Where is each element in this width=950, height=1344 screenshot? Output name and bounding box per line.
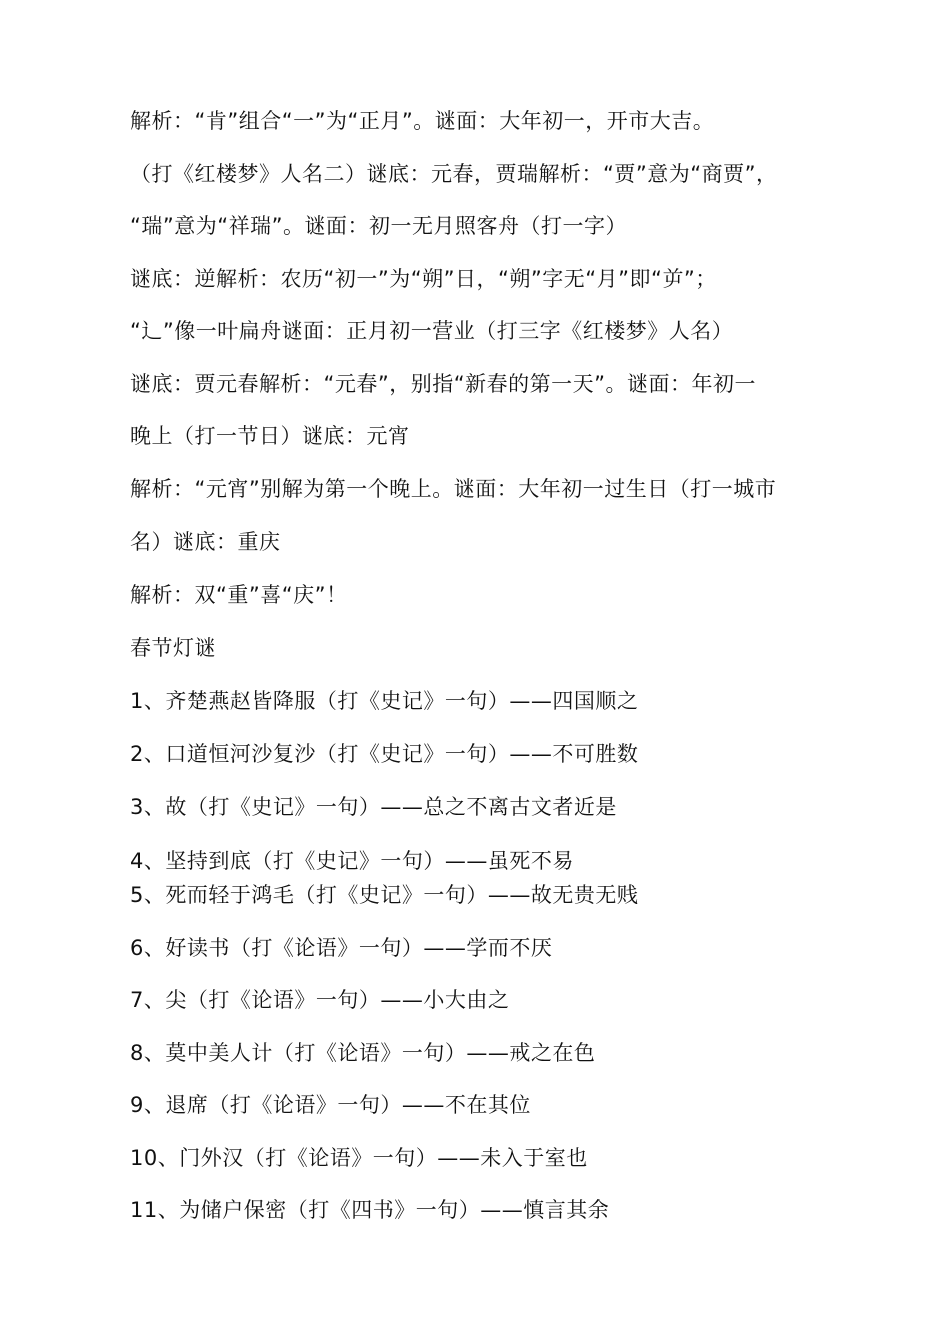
text-line: 谜底：贾元春解析：“元春”，别指“新春的第一天”。谜面：年初一: [130, 372, 757, 396]
riddle-item: 9、退席（打《论语》一句）——不在其位: [130, 1093, 531, 1117]
text-line: 解析：双“重”喜“庆”！: [130, 583, 348, 607]
riddle-item: 1、齐楚燕赵皆降服（打《史记》一句）——四国顺之: [130, 689, 639, 713]
text-line: 解析：“肯”组合“一”为“正月”。谜面：大年初一，开市大吉。: [130, 109, 715, 133]
riddle-item: 5、死而轻于鸿毛（打《史记》一句）——故无贵无贱: [130, 883, 639, 907]
riddle-item: 8、莫中美人计（打《论语》一句）——戒之在色: [130, 1041, 596, 1065]
riddle-item: 4、坚持到底（打《史记》一句）——虽死不易: [130, 849, 574, 873]
riddle-item: 11、为储户保密（打《四书》一句）——慎言其余: [130, 1198, 610, 1222]
text-line: “辶”像一叶扁舟谜面：正月初一营业（打三字《红楼梦》人名）: [130, 319, 734, 343]
text-line: （打《红楼梦》人名二）谜底：元春，贾瑞解析：“贾”意为“商贾”，: [130, 162, 778, 186]
text-line: 晚上（打一节日）谜底：元宵: [130, 424, 410, 448]
text-line: “瑞”意为“祥瑞”。谜面：初一无月照客舟（打一字）: [130, 214, 628, 238]
section-heading: 春节灯谜: [130, 636, 216, 660]
riddle-item: 2、口道恒河沙复沙（打《史记》一句）——不可胜数: [130, 742, 639, 766]
riddle-item: 6、好读书（打《论语》一句）——学而不厌: [130, 936, 553, 960]
text-line: 解析：“元宵”别解为第一个晚上。谜面：大年初一过生日（打一城市: [130, 477, 777, 501]
text-line: 名）谜底：重庆: [130, 530, 281, 554]
text-line: 谜底：逆解析：农历“初一”为“朔”日，“朔”字无“月”即“屰”；: [130, 267, 717, 291]
riddle-item: 10、门外汉（打《论语》一句）——未入于室也: [130, 1146, 588, 1170]
riddle-item: 7、尖（打《论语》一句）——小大由之: [130, 988, 510, 1012]
riddle-item: 3、故（打《史记》一句）——总之不离古文者近是: [130, 795, 617, 819]
